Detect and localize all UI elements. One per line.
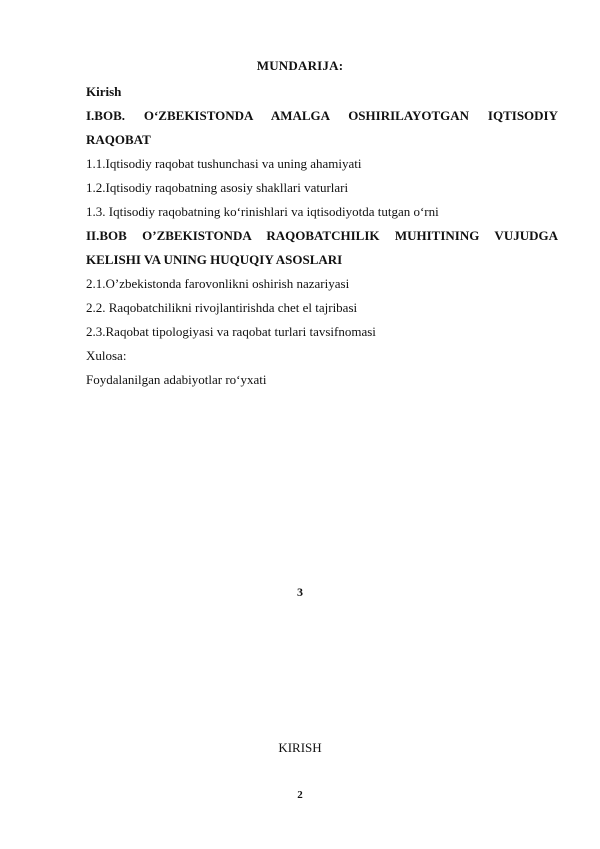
toc-chapter-2 bbox=[86, 224, 558, 272]
toc-entry-1-1: 1.1.Iqtisodiy raqobat tushunchasi va uning ahamiyati bbox=[86, 156, 362, 171]
page-number-middle: 3 bbox=[297, 585, 303, 599]
toc-entry-references: Foydalanilgan adabiyotlar ro‘yxati bbox=[86, 372, 267, 387]
toc-entry-2-2: 2.2. Raqobatchilikni rivojlantirishda chet el tajribasi bbox=[86, 300, 358, 315]
toc-chapter-2-line-2: KELISHI VA UNING HUQUQIY ASOSLARI bbox=[86, 252, 343, 267]
toc-entry-xulosa: Xulosa: bbox=[86, 348, 127, 363]
section-heading-kirish: KIRISH bbox=[278, 740, 322, 755]
toc-entry-1-3: 1.3. Iqtisodiy raqobatning ko‘rinishlari va iqtisodiyotda tutgan o‘rni bbox=[86, 204, 439, 219]
toc-chapter-1 bbox=[86, 104, 558, 152]
toc-chapter-1-line-1: I.BOB. O‘ZBEKISTONDA AMALGA OSHIRILAYOTGAN IQTISODIY bbox=[86, 108, 558, 123]
toc-chapter-1-line-2: RAQOBAT bbox=[86, 132, 151, 147]
table-of-contents bbox=[86, 80, 558, 392]
toc-entry-2-3: 2.3.Raqobat tipologiyasi va raqobat turlari tavsifnomasi bbox=[86, 324, 376, 339]
toc-chapter-2-line-1: II.BOB O’ZBEKISTONDA RAQOBATCHILIK MUHITINING VUJUDGA bbox=[86, 228, 558, 243]
toc-entry-2-1: 2.1.O’zbekistonda farovonlikni oshirish nazariyasi bbox=[86, 276, 350, 291]
toc-heading: MUNDARIJA: bbox=[256, 58, 344, 73]
toc-entry-kirish: Kirish bbox=[86, 84, 122, 99]
page-number-bottom: 2 bbox=[297, 789, 303, 801]
toc-entry-1-2: 1.2.Iqtisodiy raqobatning asosiy shakllari vaturlari bbox=[86, 180, 349, 195]
